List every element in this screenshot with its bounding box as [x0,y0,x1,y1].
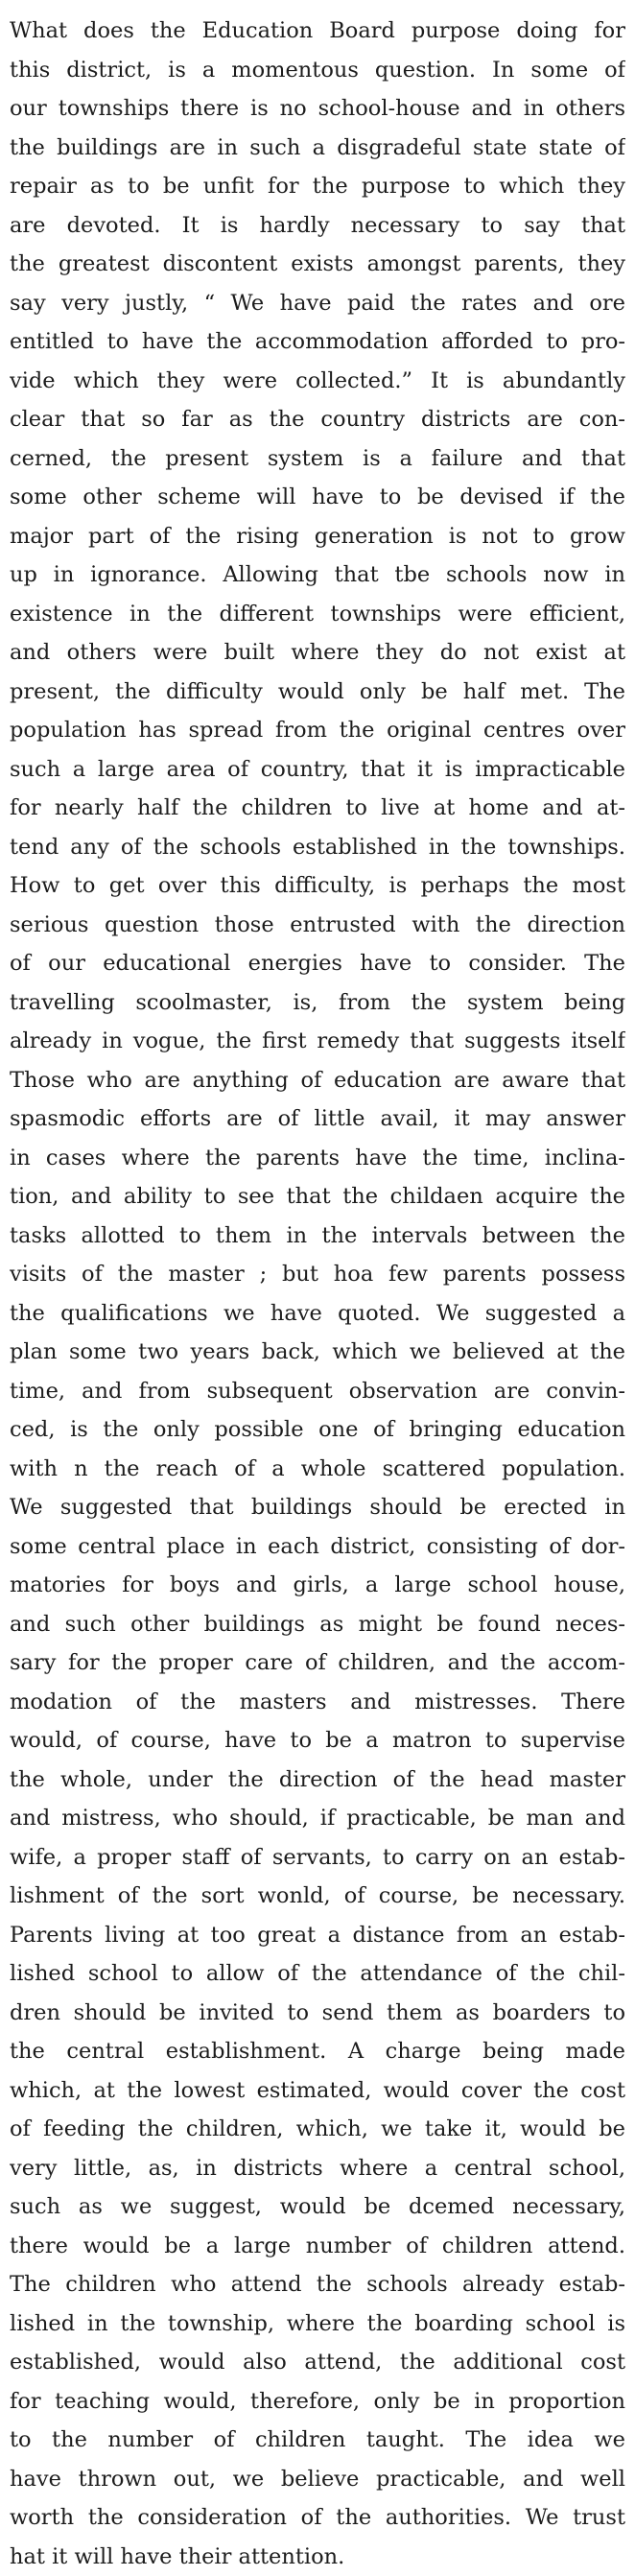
article-line: sary for the proper care of children, and the accom- [10,1643,625,1683]
article-line: to the number of children taught. The idea we [10,2421,625,2460]
article-line: for teaching would, therefore, only be in proportion [10,2382,625,2422]
article-line: lished in the township, where the boarding school is [10,2304,625,2344]
article-line: clear that so far as the country districts are con- [10,400,625,439]
article-line: travelling scoolmaster, is, from the system being [10,983,625,1023]
article-line: cerned, the present system is a failure and that [10,439,625,479]
article-line: What does the Education Board purpose doing for [10,12,625,51]
article-line: the qualifications we have quoted. We suggested a [10,1294,625,1334]
article-line: up in ignorance. Allowing that tbe schools now in [10,555,625,595]
article-line: for nearly half the children to live at home and at- [10,789,625,828]
article-line: have thrown out, we believe practicable, and well [10,2460,625,2499]
article-line: lished school to allow of the attendance of the chil- [10,1954,625,1994]
article-line: We suggested that buildings should be erected in [10,1488,625,1527]
article-line: modation of the masters and mistresses. There [10,1683,625,1722]
article-line: of our educational energies have to consider. The [10,944,625,983]
article-line: some other scheme will have to be devised if the [10,478,625,517]
article-line: some central place in each district, consisting of dor- [10,1527,625,1567]
article-line: such as we suggest, would be dcemed necessary, [10,2187,625,2227]
article-line: our townships there is no school-house and in others [10,89,625,129]
article-line: lishment of the sort wonld, of course, be necessary. [10,1877,625,1916]
article-line: which, at the lowest estimated, would cover the cost [10,2071,625,2111]
article-line: and such other buildings as might be found neces- [10,1605,625,1644]
article-line: tion, and ability to see that the childaen acquire the [10,1177,625,1217]
article-line: plan some two years back, which we believed at the [10,1333,625,1372]
article-line: such a large area of country, that it is impracticable [10,750,625,790]
article-line: this district, is a momentous question. In some of [10,51,625,90]
article-line: existence in the different townships were efficient, [10,595,625,634]
article-line: population has spread from the original centres over [10,711,625,750]
article-line: are devoted. It is hardly necessary to say that [10,206,625,246]
article-line: established, would also attend, the additional cost [10,2343,625,2382]
article-line: wife, a proper staff of servants, to carry on an estab- [10,1838,625,1878]
article-line: the whole, under the direction of the head master [10,1761,625,1800]
article-line: and others were built where they do not exist at [10,633,625,673]
article-line: Those who are anything of education are aware that [10,1061,625,1100]
article-line: present, the difficulty would only be half met. The [10,673,625,712]
article-line: tasks allotted to them in the intervals between the [10,1217,625,1256]
article-line: of feeding the children, which, we take it, would be [10,2110,625,2149]
article-line: serious question those entrusted with the direction [10,906,625,945]
article-line: would, of course, have to be a matron to supervise [10,1721,625,1761]
article-line: already in vogue, the first remedy that suggests itself [10,1022,625,1061]
article-line: time, and from subsequent observation are convin- [10,1372,625,1411]
article-line: vide which they were collected.” It is abundantly [10,362,625,401]
article-line: repair as to be unfit for the purpose to which they [10,167,625,206]
article-line: very little, as, in districts where a central school, [10,2149,625,2188]
article-line: and mistress, who should, if practicable, be man and [10,1799,625,1838]
article-line: the buildings are in such a disgradeful state state of [10,129,625,168]
article-line: the central establishment. A charge being made [10,2032,625,2071]
article-line: with n the reach of a whole scattered population. [10,1450,625,1489]
article-line: spasmodic efforts are of little avail, it may answer [10,1099,625,1139]
article-line: entitled to have the accommodation afforded to pro- [10,322,625,362]
article-line: visits of the master ; but hoa few parents possess [10,1255,625,1294]
article-line: there would be a large number of children attend. [10,2227,625,2266]
article-line: say very justly, “ We have paid the rates and ore [10,284,625,323]
article-line: dren should be invited to send them as boarders to [10,1994,625,2033]
article-line: the greatest discontent exists amongst parents, they [10,245,625,284]
article-line: matories for boys and girls, a large school house, [10,1566,625,1605]
article-line: Parents living at too great a distance from an estab- [10,1916,625,1955]
article-line: hat it will have their attention. [10,2538,625,2576]
article-line: worth the consideration of the authorities. We trust [10,2498,625,2538]
article-line: major part of the rising generation is not to grow [10,517,625,556]
article-line: How to get over this difficulty, is perhaps the most [10,866,625,906]
article-line: tend any of the schools established in the townships. [10,828,625,867]
article-column [10,12,625,2576]
article-line: ced, is the only possible one of bringing education [10,1410,625,1450]
article-line: The children who attend the schools already estab- [10,2265,625,2304]
article-line: in cases where the parents have the time, inclina- [10,1139,625,1178]
